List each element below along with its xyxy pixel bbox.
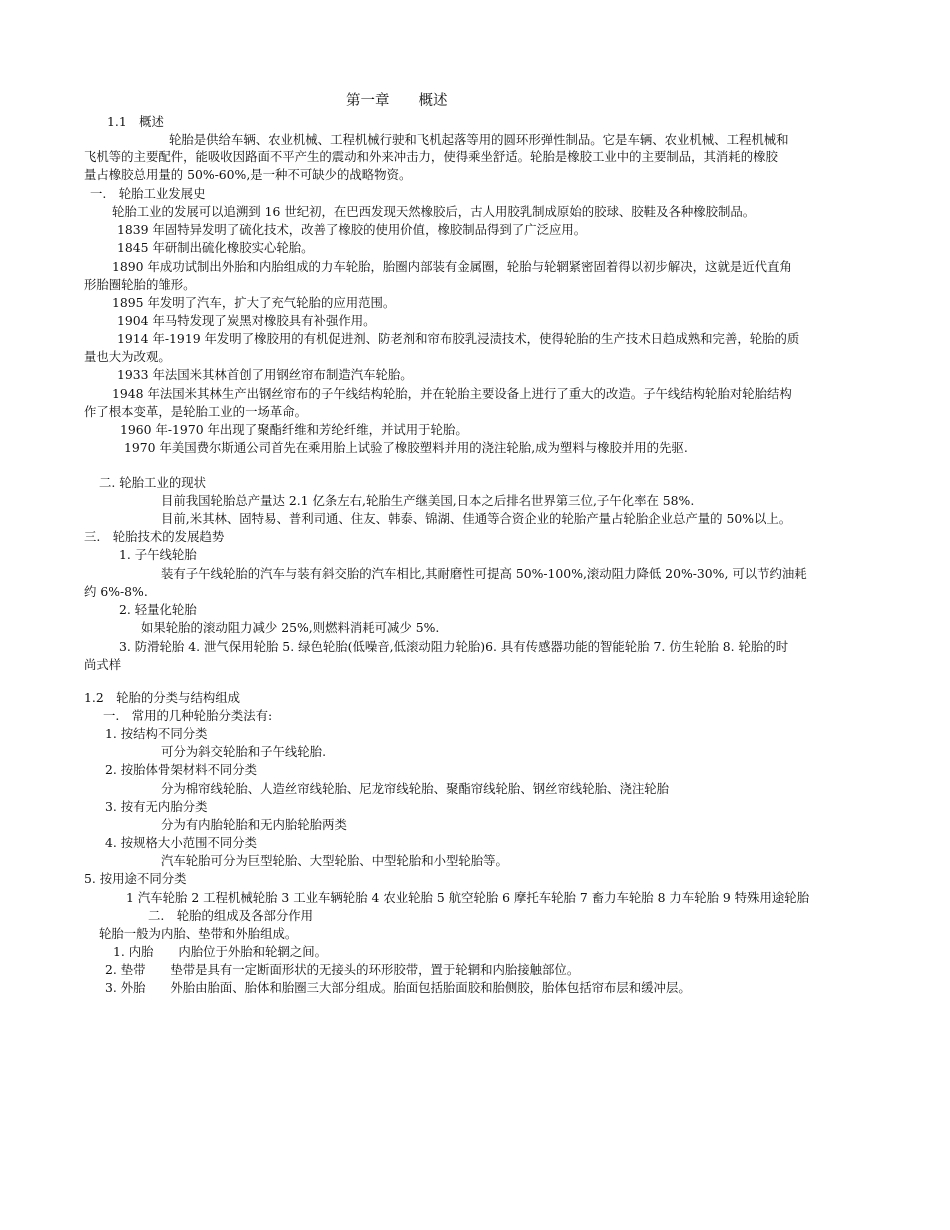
list-heading: 2. 按胎体骨架材料不同分类 bbox=[105, 762, 258, 777]
paragraph-line: 轮胎是供给车辆、农业机械、工程机械行驶和飞机起落等用的圆环形弹性制品。它是车辆、农业机械、工程机械和 bbox=[169, 132, 789, 147]
paragraph-line: 轮胎工业的发展可以追溯到 16 世纪初，在巴西发现天然橡胶后，古人用胶乳制成原始的胶球、胶鞋及各种橡胶制品。 bbox=[112, 204, 756, 219]
subsection-heading: 二. 轮胎工业的现状 bbox=[99, 475, 207, 490]
paragraph-line: 1904 年马特发现了炭黑对橡胶具有补强作用。 bbox=[117, 313, 376, 328]
list-heading: 5. 按用途不同分类 bbox=[84, 871, 187, 886]
paragraph-line: 1845 年研制出硫化橡胶实心轮胎。 bbox=[117, 240, 314, 255]
list-item: 2. 垫带 垫带是具有一定断面形状的无接头的环形胶带，置于轮辋和内胎接触部位。 bbox=[105, 962, 580, 977]
section-heading: 1.1 概述 bbox=[107, 114, 164, 129]
list-heading: 1. 按结构不同分类 bbox=[105, 726, 208, 741]
paragraph-line: 可分为斜交轮胎和子午线轮胎. bbox=[161, 744, 327, 759]
paragraph-line: 汽车轮胎可分为巨型轮胎、大型轮胎、中型轮胎和小型轮胎等。 bbox=[161, 853, 508, 868]
list-heading: 2. 轻量化轮胎 bbox=[119, 602, 197, 617]
subsection-heading: 三. 轮胎技术的发展趋势 bbox=[84, 529, 225, 544]
paragraph-line: 1960 年-1970 年出现了聚酯纤维和芳纶纤维，并试用于轮胎。 bbox=[120, 422, 468, 437]
section-heading: 1.2 轮胎的分类与结构组成 bbox=[84, 690, 241, 705]
subsection-heading: 二. 轮胎的组成及各部分作用 bbox=[148, 908, 314, 923]
paragraph-line: 3. 防滑轮胎 4. 泄气保用轮胎 5. 绿色轮胎(低噪音,低滚动阻力轮胎)6. 具有传感器功能的智能轮胎 7. 仿生轮胎 8. 轮胎的时 bbox=[119, 639, 789, 654]
paragraph-line: 轮胎一般为内胎、垫带和外胎组成。 bbox=[99, 926, 298, 941]
paragraph-line: 目前,米其林、固特易、普利司通、住友、韩泰、锦湖、佳通等合资企业的轮胎产量占轮胎企业总产量的 50%以上。 bbox=[161, 511, 792, 526]
paragraph-line: 量占橡胶总用量的 50%-60%,是一种不可缺少的战略物资。 bbox=[84, 167, 412, 182]
paragraph-line: 1890 年成功试制出外胎和内胎组成的力车轮胎，胎圈内部装有金属圈，轮胎与轮辋紧密固着得以初步解决，这就是近代直角 bbox=[112, 259, 792, 274]
list-heading: 4. 按规格大小范围不同分类 bbox=[105, 835, 258, 850]
paragraph-line: 形胎圈轮胎的雏形。 bbox=[84, 277, 196, 292]
list-heading: 1. 子午线轮胎 bbox=[119, 547, 197, 562]
paragraph-line: 1970 年美国费尔斯通公司首先在乘用胎上试验了橡胶塑料并用的浇注轮胎,成为塑料与橡胶并用的先驱. bbox=[124, 440, 688, 455]
paragraph-line: 1839 年固特异发明了硫化技术，改善了橡胶的使用价值，橡胶制品得到了广泛应用。 bbox=[117, 222, 587, 237]
subsection-heading: 一. 常用的几种轮胎分类法有: bbox=[103, 708, 273, 723]
list-item: 1. 内胎 内胎位于外胎和轮辋之间。 bbox=[113, 944, 328, 959]
paragraph-line: 1948 年法国米其林生产出钢丝帘布的子午线结构轮胎，并在轮胎主要设备上进行了重大的改造。子午线结构轮胎对轮胎结构 bbox=[112, 386, 792, 401]
paragraph-line: 量也大为改观。 bbox=[84, 349, 171, 364]
paragraph-line: 约 6%-8%. bbox=[84, 584, 148, 599]
paragraph-line: 分为棉帘线轮胎、人造丝帘线轮胎、尼龙帘线轮胎、聚酯帘线轮胎、钢丝帘线轮胎、浇注轮胎 bbox=[161, 781, 670, 796]
paragraph-line: 分为有内胎轮胎和无内胎轮胎两类 bbox=[161, 817, 347, 832]
paragraph-line: 1 汽车轮胎 2 工程机械轮胎 3 工业车辆轮胎 4 农业轮胎 5 航空轮胎 6 摩托车轮胎 7 畜力车轮胎 8 力车轮胎 9 特殊用途轮胎 bbox=[126, 890, 810, 905]
paragraph-line: 如果轮胎的滚动阻力减少 25%,则燃料消耗可减少 5%. bbox=[141, 620, 440, 635]
paragraph-line: 尚式样 bbox=[84, 657, 122, 672]
list-heading: 3. 按有无内胎分类 bbox=[105, 799, 208, 814]
subsection-heading: 一. 轮胎工业发展史 bbox=[90, 186, 206, 201]
paragraph-line: 目前我国轮胎总产量达 2.1 亿条左右,轮胎生产继美国,日本之后排名世界第三位,子午化率在 58%. bbox=[161, 493, 695, 508]
paragraph-line: 1933 年法国米其林首创了用钢丝帘布制造汽车轮胎。 bbox=[117, 367, 413, 382]
chapter-title: 第一章 概述 bbox=[346, 93, 448, 109]
list-item: 3. 外胎 外胎由胎面、胎体和胎圈三大部分组成。胎面包括胎面胶和胎侧胶，胎体包括帘布层和缓冲层。 bbox=[105, 980, 691, 995]
paragraph-line: 作了根本变革，是轮胎工业的一场革命。 bbox=[84, 404, 308, 419]
paragraph-line: 1914 年-1919 年发明了橡胶用的有机促进剂、防老剂和帘布胶乳浸渍技术，使得轮胎的生产技术日趋成熟和完善，轮胎的质 bbox=[117, 331, 800, 346]
paragraph-line: 飞机等的主要配件，能吸收因路面不平产生的震动和外来冲击力，使得乘坐舒适。轮胎是橡胶工业中的主要制品，其消耗的橡胶 bbox=[84, 149, 778, 164]
paragraph-line: 装有子午线轮胎的汽车与装有斜交胎的汽车相比,其耐磨性可提高 50%-100%,滚动阻力降低 20%-30%, 可以节约油耗 bbox=[161, 566, 807, 581]
paragraph-line: 1895 年发明了汽车，扩大了充气轮胎的应用范围。 bbox=[112, 295, 396, 310]
